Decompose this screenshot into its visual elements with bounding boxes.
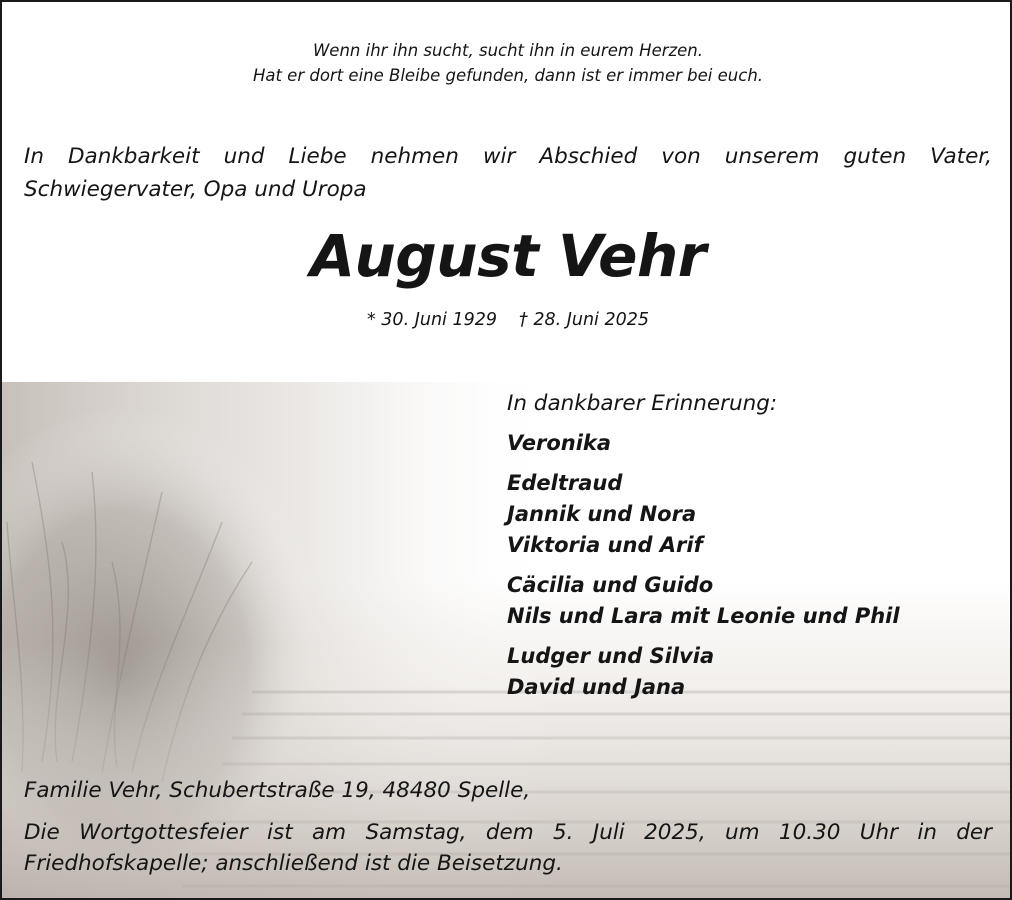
motto-quote bbox=[2, 38, 1012, 88]
mourners-block bbox=[507, 388, 987, 712]
motto-line-1: Wenn ihr ihn sucht, sucht ihn in eurem Herzen. bbox=[312, 41, 704, 60]
intro-text: In Dankbarkeit und Liebe nehmen wir Abschied von unserem guten Vater, Schwiegervater, Opa und Uropa bbox=[24, 144, 992, 202]
family-address: Familie Vehr, Schubertstraße 19, 48480 Spelle, bbox=[24, 778, 531, 803]
mourner-name: Ludger und Silvia bbox=[507, 644, 715, 668]
motto-line-2: Hat er dort eine Bleibe gefunden, dann ist er immer bei euch. bbox=[252, 66, 764, 85]
mourner-group bbox=[507, 468, 987, 561]
mourners-heading: In dankbarer Erinnerung: bbox=[507, 391, 778, 416]
birth-date: * 30. Juni 1929 bbox=[366, 310, 497, 330]
death-date: † 28. Juni 2025 bbox=[519, 310, 650, 330]
mourner-name: Viktoria und Arif bbox=[507, 533, 703, 557]
life-dates bbox=[2, 307, 1012, 333]
mourner-name: Jannik und Nora bbox=[507, 502, 697, 526]
deceased-name: August Vehr bbox=[310, 222, 706, 290]
mourner-group bbox=[507, 428, 987, 459]
mourner-name: Edeltraud bbox=[507, 471, 623, 495]
mourner-group bbox=[507, 641, 987, 703]
service-details: Die Wortgottesfeier ist am Samstag, dem 5. Juli 2025, um 10.30 Uhr in der Friedhofskapelle; anschließend ist die Beisetzung. bbox=[24, 820, 992, 876]
mourner-name: Veronika bbox=[507, 431, 612, 455]
mourner-name: Nils und Lara mit Leonie und Phil bbox=[507, 604, 900, 628]
mourner-group bbox=[507, 570, 987, 632]
mourner-name: David und Jana bbox=[507, 675, 686, 699]
mourner-name: Cäcilia und Guido bbox=[507, 573, 714, 597]
